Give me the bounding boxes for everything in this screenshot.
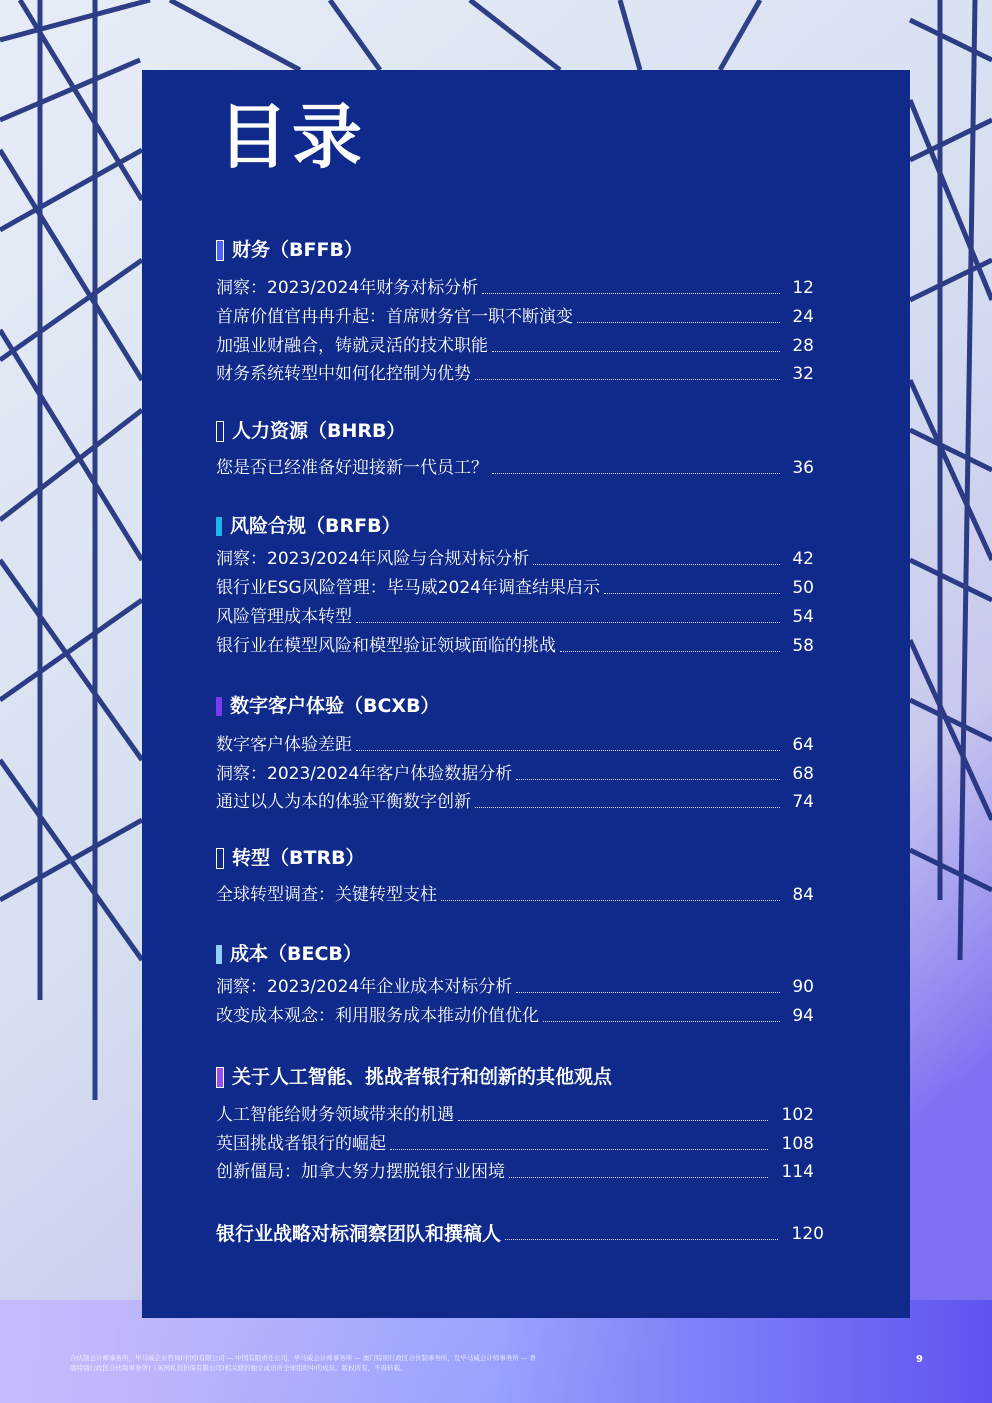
toc-entry[interactable]: 加强业财融合，铸就灵活的技术职能 28 [216,336,814,356]
toc-entry[interactable]: 通过以人为本的体验平衡数字创新 74 [216,792,814,812]
toc-entry[interactable]: 人工智能给财务领域带来的机遇 102 [216,1105,814,1125]
toc-entry[interactable]: 首席价值官冉冉升起：首席财务官一职不断演变 24 [216,307,814,327]
section-marker [216,945,222,964]
toc-entry[interactable]: 财务系统转型中如何化控制为优势 32 [216,364,814,384]
toc-entry[interactable]: 银行业在模型风险和模型验证领域面临的挑战 58 [216,636,814,656]
section-heading-perspectives: 关于人工智能、挑战者银行和创新的其他观点 [216,1065,612,1089]
toc-entry[interactable]: 全球转型调查：关键转型支柱 84 [216,885,814,905]
section-heading-hr: 人力资源（BHRB） [216,419,406,443]
toc-entry[interactable]: 创新僵局：加拿大努力摆脱银行业困境 114 [216,1162,814,1182]
toc-entry[interactable]: 洞察：2023/2024年财务对标分析 12 [216,278,814,298]
footer-line: 合伙制会计师事务所，毕马威企业咨询(中国)有限公司 — 中国有限责任公司，毕马威会计师事务所 — 澳门特别行政区合伙制事务所，及毕马威会计师事务所 — 香 [70,1354,536,1362]
footer-disclaimer [70,1353,870,1373]
toc-entry[interactable]: 改变成本观念：利用服务成本推动价值优化 94 [216,1006,814,1026]
toc-entry[interactable]: 风险管理成本转型 54 [216,607,814,627]
section-heading-risk: 风险合规（BRFB） [216,514,401,538]
page-title: 目录 [218,96,366,178]
toc-entry[interactable]: 您是否已经准备好迎接新一代员工？ 36 [216,458,814,478]
section-heading-finance: 财务（BFFB） [216,238,363,262]
section-heading-transformation: 转型（BTRB） [216,846,365,870]
toc-entry[interactable]: 洞察：2023/2024年客户体验数据分析 68 [216,764,814,784]
toc-entry[interactable]: 数字客户体验差距 64 [216,735,814,755]
section-heading-cx: 数字客户体验（BCXB） [216,694,440,718]
toc-entry[interactable]: 英国挑战者银行的崛起 108 [216,1134,814,1154]
section-marker [216,240,224,261]
toc-entry[interactable]: 洞察：2023/2024年企业成本对标分析 90 [216,977,814,997]
section-heading-cost: 成本（BECB） [216,942,362,966]
section-marker [216,421,224,442]
toc-entry[interactable]: 银行业ESG风险管理：毕马威2024年调查结果启示 50 [216,578,814,598]
toc-entry[interactable]: 洞察：2023/2024年风险与合规对标分析 42 [216,549,814,569]
page-number: 9 [916,1354,923,1365]
footer-line: 港特别行政区合伙制事务所)（英国私营担保有限公司)相关联的独立成员所全球组织中的成员。版权所有，不得转载。 [70,1364,407,1372]
section-marker [216,1067,224,1088]
section-marker [216,517,222,536]
section-marker [216,848,224,869]
section-marker [216,697,222,716]
toc-entry-contributors[interactable]: 银行业战略对标洞察团队和撰稿人 120 [216,1223,824,1245]
